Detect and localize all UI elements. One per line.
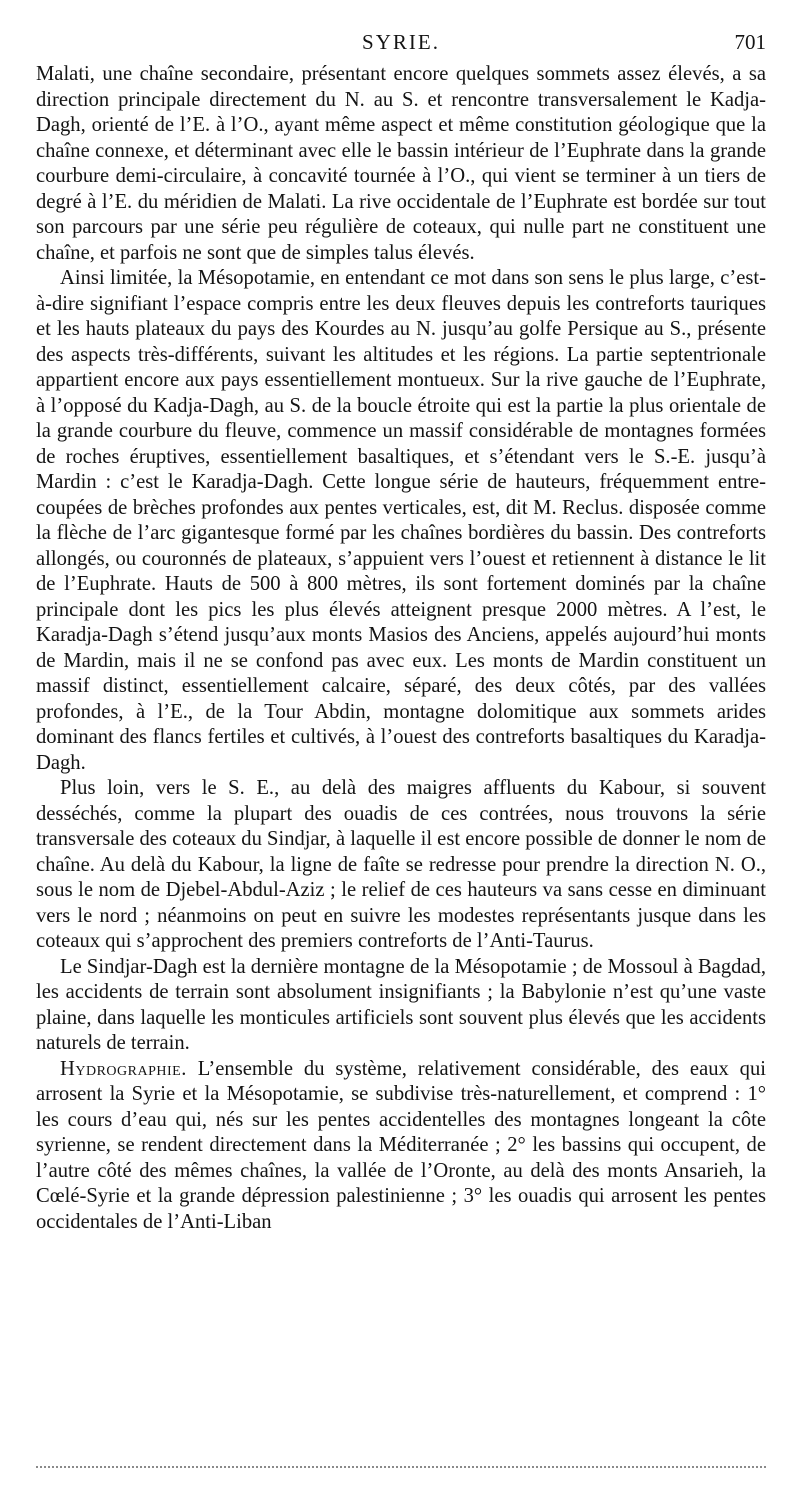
paragraph-2: Ainsi limitée, la Mésopotamie, en entendant ce mot dans son sens le plus large, c’est-à-dire signifiant l’espace compris entre les deux fleuves depuis les contreforts tauriques et les hauts plateaux du pays des Kourdes au N. jusqu’au golfe Persique au S., présente des aspects très-différents, suivant les altitudes et les régions. La partie septentrionale appartient encore aux pays essentiellement montueux. Sur la rive gauche de l’Euphrate, à l’opposé du Kadja-Dagh, au S. de la boucle étroite qui est la partie la plus orientale de la grande courbure du fleuve, commence un massif considérable de montagnes formées de roches éruptives, essentiellement basaltiques, et s’étendant vers le S.-E. jusqu’à Mardin : c’est le Karadja-Dagh. Cette longue série de hauteurs, fréquemment entre-coupées de brèches profondes aux pentes verticales, est, dit M. Reclus. disposée comme la flèche de l’arc gigantesque formé par les chaînes bordières du bassin. Des contreforts allongés, ou couronnés de plateaux, s’appuient vers l’ouest et retiennent à distance le lit de l’Euphrate. Hauts de 500 à 800 mètres, ils sont fortement dominés par la chaîne principale dont les pics les plus élevés atteignent presque 2000 mètres. A l’est, le Karadja-Dagh s’étend jusqu’aux monts Masios des Anciens, appelés aujourd’hui monts de Mardin, mais il ne se confond pas avec eux. Les monts de Mardin constituent un massif distinct, essentiellement calcaire, séparé, des deux côtés, par des vallées profondes, à l’E., de la Tour Abdin, montagne dolomitique aux sommets arides dominant des flancs fertiles et cultivés, à l’ouest des contreforts basaltiques du Karadja-Dagh. [36,267,766,774]
body-text [36,62,766,1235]
paragraph-3: Plus loin, vers le S. E., au delà des maigres affluents du Kabour, si souvent desséchés, comme la plupart des ouadis de ces contrées, nous trouvons la série transversale des coteaux du Sindjar, à laquelle il est encore possible de donner le nom de chaîne. Au delà du Kabour, la ligne de faîte se redresse pour prendre la direction N. O., sous le nom de Djebel-Abdul-Aziz ; le relief de ces hauteurs va sans cesse en diminuant vers le nord ; néanmoins on peut en suivre les modestes représentants jusque dans les coteaux qui s’approchent des premiers contreforts de l’Anti-Taurus. [36,777,767,952]
book-page [36,0,766,1510]
section-heading-hydrographie: Hydrographie. [60,1057,187,1080]
footer-rule [36,1466,766,1468]
running-title: SYRIE. [362,30,440,54]
paragraph-5 [36,1057,766,1236]
page-number: 701 [734,30,766,54]
paragraph-4: Le Sindjar-Dagh est la dernière montagne de la Mésopotamie ; de Mossoul à Bagdad, les accidents de terrain sont absolument insignifiants ; la Babylonie n’est qu’une vaste plaine, dans laquelle les monticules artificiels sont souvent plus élevés que les accidents naturels de terrain. [36,955,766,1054]
paragraph-1: Malati, une chaîne secondaire, présentant encore quelques sommets assez élevés, a sa direction principale directement du N. au S. et rencontre transversalement le Kadja-Dagh, orienté de l’E. à l’O., ayant même aspect et même constitution géologique que la chaîne connexe, et déterminant avec elle le bassin intérieur de l’Euphrate dans la grande courbure demi-circulaire, à concavité tournée à l’O., qui vient se terminer à un tiers de degré à l’E. du méridien de Malati. La rive occidentale de l’Euphrate est bordée sur tout son parcours par une série peu régulière de coteaux, qui nulle part ne constituent une chaîne, et parfois ne sont que de simples talus élevés. [36,63,766,264]
running-head [36,30,766,60]
paragraph-5-text: L’ensemble du système, relativement considérable, des eaux qui arrosent la Syrie et la Mésopotamie, se subdivise très-naturellement, et comprend : 1° les cours d’eau qui, nés sur les pentes accidentelles des montagnes longeant la côte syrienne, se rendent directement dans la Méditerranée ; 2° les bassins qui occupent, de l’autre côté des mêmes chaînes, la vallée de l’Oronte, au delà des monts Ansarieh, la Cœlé-Syrie et la grande dépression palestinienne ; 3° les ouadis qui arrosent les pentes occidentales de l’Anti-Liban [36,1057,766,1233]
